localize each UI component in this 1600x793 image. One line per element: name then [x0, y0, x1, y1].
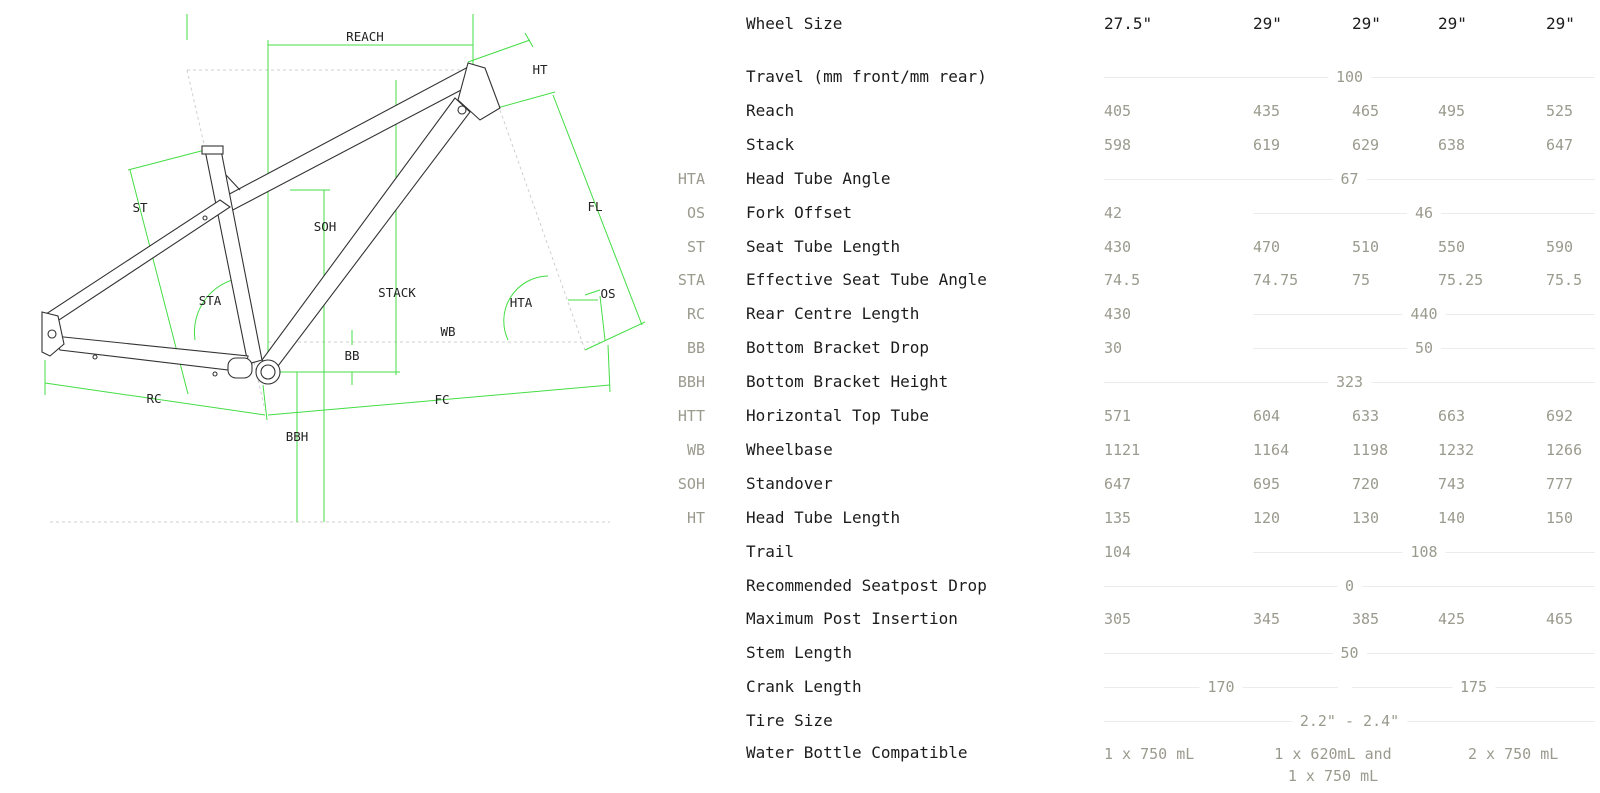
cell-value: 743	[1438, 475, 1466, 493]
table-row	[0, 542, 1600, 572]
cell-value: 305	[1104, 610, 1132, 628]
st-label: ST	[132, 200, 148, 215]
row-label: Effective Seat Tube Angle	[746, 270, 987, 289]
table-row	[0, 440, 1600, 470]
merged-cell-value: 2.2" - 2.4"	[1292, 711, 1407, 731]
cell-value: 1121	[1104, 441, 1141, 459]
merged-cell	[1104, 677, 1338, 697]
hta-label: HTA	[509, 295, 533, 310]
table-row	[0, 203, 1600, 233]
table-row	[0, 101, 1600, 131]
row-abbreviation: HTA	[677, 170, 705, 188]
table-row	[0, 677, 1600, 707]
cell-value: 74.5	[1104, 271, 1141, 289]
cell-value: 470	[1253, 238, 1281, 256]
merged-cell-value: 100	[1328, 67, 1371, 87]
cell-value: 140	[1438, 509, 1466, 527]
size-column-3: 29"	[1352, 14, 1381, 33]
cell-value: 571	[1104, 407, 1132, 425]
table-header-row	[0, 14, 1600, 44]
merged-cell	[1253, 542, 1595, 562]
merged-cell	[1104, 372, 1595, 392]
bbh-label: BBH	[285, 429, 309, 444]
cell-value: 30	[1104, 339, 1123, 357]
cell-value: 695	[1253, 475, 1281, 493]
cell-value: 465	[1352, 102, 1380, 120]
row-label: Crank Length	[746, 677, 862, 696]
cell-value: 425	[1438, 610, 1466, 628]
stack-label: STACK	[378, 285, 416, 300]
table-row	[0, 135, 1600, 165]
cell-value: 629	[1352, 136, 1380, 154]
water-bottle-value: 2 x 750 mL	[1468, 745, 1559, 763]
cell-value: 692	[1546, 407, 1574, 425]
row-label: Head Tube Length	[746, 508, 901, 527]
table-row	[0, 576, 1600, 606]
cell-value: 647	[1104, 475, 1132, 493]
row-label: Rear Centre Length	[746, 304, 920, 323]
water-bottle-value: 1 x 620mL and 1 x 750 mL	[1274, 745, 1392, 785]
row-label: Fork Offset	[746, 203, 852, 222]
fl-label: FL	[587, 199, 603, 214]
row-label: Tire Size	[746, 711, 833, 730]
cell-value: 75.5	[1546, 271, 1583, 289]
table-row	[0, 406, 1600, 436]
table-row	[0, 67, 1600, 97]
cell-value: 430	[1104, 305, 1132, 323]
cell-value: 130	[1352, 509, 1380, 527]
merged-cell-value: 175	[1452, 677, 1495, 697]
sta-label: STA	[198, 293, 222, 308]
row-abbreviation: HTT	[677, 407, 705, 425]
row-label: Seat Tube Length	[746, 237, 901, 256]
table-row	[0, 237, 1600, 267]
ht-label: HT	[532, 62, 548, 77]
merged-cell-value: 108	[1402, 542, 1445, 562]
merged-cell-value: 440	[1402, 304, 1445, 324]
row-label: Stem Length	[746, 643, 852, 662]
cell-value: 465	[1546, 610, 1574, 628]
cell-value: 385	[1352, 610, 1380, 628]
row-abbreviation: WB	[686, 441, 705, 459]
row-abbreviation: HT	[686, 509, 705, 527]
row-abbreviation: OS	[686, 204, 705, 222]
cell-value: 120	[1253, 509, 1281, 527]
cell-value: 150	[1546, 509, 1574, 527]
row-label: Horizontal Top Tube	[746, 406, 930, 425]
water-bottle-row	[0, 743, 1600, 793]
cell-value: 663	[1438, 407, 1466, 425]
cell-value: 550	[1438, 238, 1466, 256]
table-row	[0, 508, 1600, 538]
cell-value: 619	[1253, 136, 1281, 154]
table-row	[0, 711, 1600, 741]
row-label: Bottom Bracket Height	[746, 372, 949, 391]
merged-cell-value: 67	[1332, 169, 1366, 189]
bb-label: BB	[344, 348, 360, 363]
merged-cell	[1253, 338, 1595, 358]
merged-cell-value: 50	[1332, 643, 1366, 663]
cell-value: 74.75	[1253, 271, 1299, 289]
merged-cell	[1104, 643, 1595, 663]
cell-value: 435	[1253, 102, 1281, 120]
merged-cell	[1104, 169, 1595, 189]
table-row	[0, 372, 1600, 402]
cell-value: 104	[1104, 543, 1132, 561]
wb-label: WB	[440, 324, 456, 339]
os-label: OS	[600, 286, 616, 301]
cell-value: 525	[1546, 102, 1574, 120]
row-label: Standover	[746, 474, 833, 493]
size-column-1: 27.5"	[1104, 14, 1153, 33]
merged-cell	[1253, 304, 1595, 324]
table-row	[0, 338, 1600, 368]
cell-value: 777	[1546, 475, 1574, 493]
size-column-5: 29"	[1546, 14, 1575, 33]
cell-value: 430	[1104, 238, 1132, 256]
row-abbreviation: SOH	[677, 475, 705, 493]
row-label: Reach	[746, 101, 795, 120]
row-label: Trail	[746, 542, 795, 561]
cell-value: 510	[1352, 238, 1380, 256]
cell-value: 633	[1352, 407, 1380, 425]
cell-value: 42	[1104, 204, 1123, 222]
cell-value: 75.25	[1438, 271, 1484, 289]
water-bottle-value: 1 x 750 mL	[1104, 745, 1195, 763]
table-row	[0, 474, 1600, 504]
merged-cell-value: 170	[1199, 677, 1242, 697]
merged-cell-value: 0	[1337, 576, 1362, 596]
cell-value: 135	[1104, 509, 1132, 527]
fc-label: FC	[434, 392, 450, 407]
row-abbreviation: BB	[686, 339, 705, 357]
cell-value: 598	[1104, 136, 1132, 154]
merged-cell	[1104, 576, 1595, 596]
table-row	[0, 169, 1600, 199]
row-label: Stack	[746, 135, 795, 154]
row-label: Bottom Bracket Drop	[746, 338, 930, 357]
cell-value: 1198	[1352, 441, 1389, 459]
cell-value: 647	[1546, 136, 1574, 154]
table-row	[0, 304, 1600, 334]
row-label: Recommended Seatpost Drop	[746, 576, 987, 595]
cell-value: 1266	[1546, 441, 1583, 459]
water-bottle-label: Water Bottle Compatible	[746, 743, 968, 762]
cell-value: 720	[1352, 475, 1380, 493]
merged-cell-value: 323	[1328, 372, 1371, 392]
cell-value: 495	[1438, 102, 1466, 120]
cell-value: 345	[1253, 610, 1281, 628]
cell-value: 638	[1438, 136, 1466, 154]
row-label: Head Tube Angle	[746, 169, 891, 188]
wheel-size-label: Wheel Size	[746, 14, 843, 33]
merged-cell	[1104, 67, 1595, 87]
merged-cell	[1253, 203, 1595, 223]
cell-value: 75	[1352, 271, 1371, 289]
size-column-2: 29"	[1253, 14, 1282, 33]
rc-label: RC	[146, 391, 162, 406]
row-label: Wheelbase	[746, 440, 833, 459]
table-row	[0, 609, 1600, 639]
reach-label: REACH	[346, 29, 384, 44]
table-row	[0, 643, 1600, 673]
row-label: Maximum Post Insertion	[746, 609, 958, 628]
merged-cell	[1104, 711, 1595, 731]
cell-value: 604	[1253, 407, 1281, 425]
row-abbreviation: STA	[677, 271, 705, 289]
soh-label: SOH	[313, 219, 337, 234]
row-abbreviation: RC	[686, 305, 705, 323]
cell-value: 405	[1104, 102, 1132, 120]
merged-cell-value: 50	[1407, 338, 1441, 358]
cell-value: 1164	[1253, 441, 1290, 459]
size-column-4: 29"	[1438, 14, 1467, 33]
cell-value: 590	[1546, 238, 1574, 256]
row-abbreviation: ST	[686, 238, 705, 256]
row-label: Travel (mm front/mm rear)	[746, 67, 987, 86]
table-row	[0, 270, 1600, 300]
merged-cell	[1352, 677, 1595, 697]
merged-cell-value: 46	[1407, 203, 1441, 223]
cell-value: 1232	[1438, 441, 1475, 459]
row-abbreviation: BBH	[677, 373, 705, 391]
